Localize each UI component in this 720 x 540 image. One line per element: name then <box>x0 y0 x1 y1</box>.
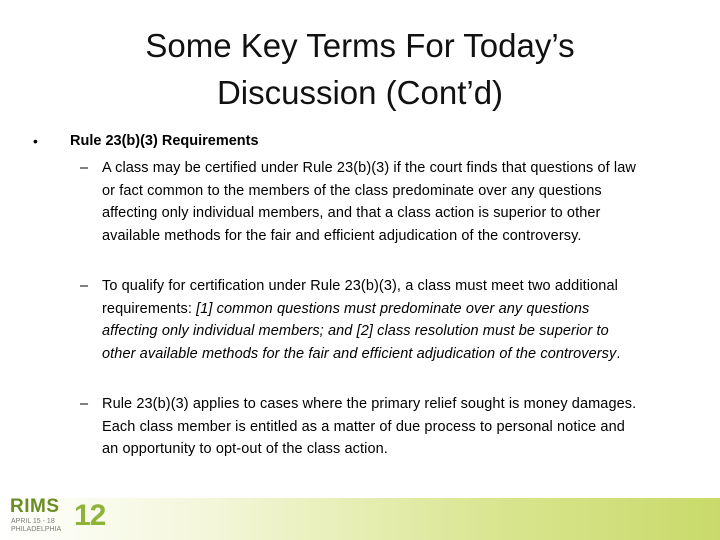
logo-number: 12 <box>74 499 106 532</box>
sub-item-text-italic: [1] common questions must predominate over any questions affecting only individual members; and [2] class resolution must be superior to other available methods for the fair and efficient adjudication of the controversy <box>102 300 617 363</box>
bullet-item <box>0 130 720 152</box>
sub-item-dash: – <box>80 278 89 294</box>
slide-title-line-2: Discussion (Cont’d) <box>216 74 504 111</box>
sub-item-text-plain: To qualify for certification under Rule 23(b)(3), a class must meet two additional requirements: <box>102 278 618 317</box>
slide-title <box>60 22 660 116</box>
sub-item-dash: – <box>80 160 89 176</box>
logo-wordmark: RIMS <box>10 496 60 517</box>
bullet-heading: Rule 23(b)(3) Requirements <box>70 133 259 149</box>
rims-logo <box>8 497 120 539</box>
bullet-marker: • <box>33 133 38 149</box>
logo-city: PHILADELPHIA <box>11 526 62 533</box>
sub-item-text <box>102 275 642 366</box>
sub-item-text-end: . <box>616 346 621 363</box>
sub-item-dash: – <box>80 396 89 412</box>
sub-item-text: Rule 23(b)(3) applies to cases where the primary relief sought is money damages. Each class member is entitled as a matter of due process to personal notice and an opportunity to opt-out of the class action. <box>102 396 637 458</box>
logo-date: APRIL 15 - 18 <box>11 518 55 525</box>
sub-item-text: A class may be certified under Rule 23(b)(3) if the court finds that questions of law or fact common to the members of the class predominate over any questions affecting only individual members, and that a class action is superior to other available methods for the fair and efficient adjudication of the controversy. <box>102 160 636 245</box>
slide-title-line-1: Some Key Terms For Today’s <box>145 27 575 64</box>
